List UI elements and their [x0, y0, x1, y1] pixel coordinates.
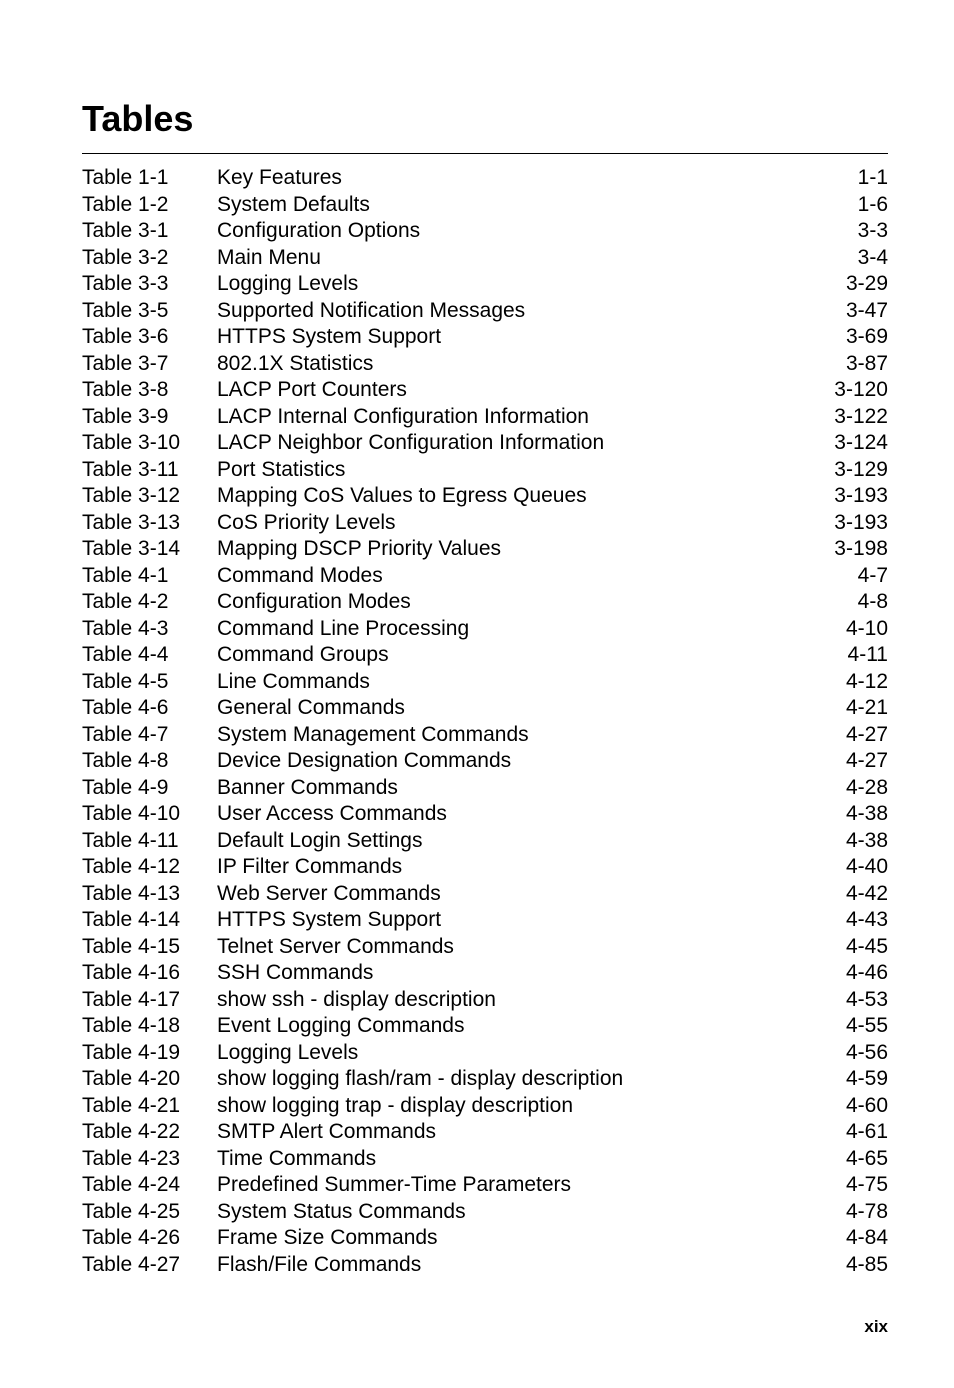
- table-number: Table 3-2: [82, 245, 169, 269]
- list-item[interactable]: [82, 457, 888, 484]
- table-title: System Management Commands: [217, 722, 529, 746]
- table-number: Table 3-10: [82, 431, 181, 454]
- list-of-tables: [82, 165, 888, 1278]
- list-item[interactable]: [82, 510, 888, 537]
- table-title: show logging trap - display description: [217, 1093, 574, 1117]
- table-number: Table 3-8: [82, 378, 169, 401]
- page-reference: 3-4: [857, 245, 888, 269]
- page-reference: 4-12: [845, 669, 888, 693]
- table-title: IP Filter Commands: [217, 855, 403, 878]
- list-item[interactable]: [82, 1093, 888, 1120]
- table-title: Command Groups: [217, 643, 389, 666]
- table-number: Table 4-24: [82, 1173, 181, 1196]
- table-title: Banner Commands: [217, 775, 398, 799]
- page-reference: 4-42: [845, 881, 888, 905]
- page-reference: 3-193: [834, 510, 888, 534]
- page-reference: 4-84: [845, 1226, 888, 1249]
- list-item[interactable]: [82, 192, 888, 219]
- list-item[interactable]: [82, 1225, 888, 1252]
- table-title: show ssh - display description: [217, 987, 496, 1011]
- table-number: Table 3-12: [82, 484, 181, 507]
- page-reference: 4-43: [845, 908, 888, 931]
- table-title: Mapping CoS Values to Egress Queues: [217, 484, 587, 507]
- table-number: Table 4-27: [82, 1252, 181, 1276]
- table-title: Configuration Options: [217, 219, 421, 242]
- page-reference: 4-11: [847, 643, 888, 666]
- table-title: SSH Commands: [217, 961, 374, 984]
- list-item[interactable]: [82, 987, 888, 1014]
- table-title: Command Modes: [217, 563, 383, 587]
- page-reference: 4-56: [845, 1040, 888, 1064]
- list-item[interactable]: [82, 298, 888, 325]
- table-number: Table 4-20: [82, 1067, 181, 1090]
- page-reference: 4-40: [845, 855, 888, 878]
- page-reference: 4-8: [857, 590, 888, 613]
- table-title: Configuration Modes: [217, 590, 411, 613]
- list-item[interactable]: [82, 775, 888, 802]
- title-divider: [82, 153, 888, 154]
- list-item[interactable]: [82, 669, 888, 696]
- list-item[interactable]: [82, 695, 888, 722]
- page-reference: 4-55: [845, 1014, 888, 1037]
- page-reference: 4-61: [845, 1120, 888, 1143]
- table-title: Logging Levels: [217, 1040, 359, 1064]
- table-title: Device Designation Commands: [217, 749, 512, 772]
- table-number: Table 4-22: [82, 1120, 181, 1143]
- table-title: Mapping DSCP Priority Values: [217, 537, 502, 560]
- table-title: show logging flash/ram - display description: [217, 1067, 624, 1090]
- page-reference: 3-87: [845, 351, 888, 375]
- table-number: Table 3-9: [82, 404, 169, 428]
- table-title: Event Logging Commands: [217, 1014, 465, 1037]
- page-reference: 3-193: [834, 484, 888, 507]
- table-number: Table 4-12: [82, 855, 181, 878]
- table-number: Table 4-16: [82, 961, 181, 984]
- list-item[interactable]: [82, 324, 888, 351]
- list-item[interactable]: [82, 536, 888, 563]
- table-number: Table 4-13: [82, 881, 181, 905]
- table-title: Main Menu: [217, 245, 321, 269]
- table-title: Telnet Server Commands: [217, 934, 454, 958]
- page-reference: 4-59: [845, 1067, 888, 1090]
- page-reference: 4-38: [845, 802, 888, 825]
- table-title: General Commands: [217, 696, 405, 719]
- page-reference: 3-129: [834, 457, 888, 481]
- page-reference: 4-27: [845, 749, 888, 772]
- page-reference: 3-3: [857, 219, 888, 242]
- list-item[interactable]: [82, 1066, 888, 1093]
- table-title: LACP Port Counters: [217, 378, 407, 401]
- page-reference: 3-29: [845, 272, 888, 295]
- list-item[interactable]: [82, 1199, 888, 1226]
- table-number: Table 3-14: [82, 537, 181, 560]
- page-reference: 4-45: [845, 934, 888, 958]
- table-number: Table 1-1: [82, 166, 169, 189]
- list-item[interactable]: [82, 748, 888, 775]
- table-title: LACP Neighbor Configuration Information: [217, 431, 605, 454]
- table-title: LACP Internal Configuration Information: [217, 404, 589, 428]
- table-title: SMTP Alert Commands: [217, 1120, 437, 1143]
- page-reference: 4-21: [845, 696, 888, 719]
- table-number: Table 4-1: [82, 563, 169, 587]
- list-item[interactable]: [82, 801, 888, 828]
- list-item[interactable]: [82, 271, 888, 298]
- table-number: Table 4-15: [82, 934, 181, 958]
- list-item[interactable]: [82, 351, 888, 378]
- table-number: Table 4-7: [82, 722, 169, 746]
- list-item[interactable]: [82, 165, 888, 192]
- table-title: Logging Levels: [217, 272, 359, 295]
- list-item[interactable]: [82, 616, 888, 643]
- table-number: Table 4-26: [82, 1226, 181, 1249]
- table-title: Web Server Commands: [217, 881, 441, 905]
- table-title: Predefined Summer-Time Parameters: [217, 1173, 572, 1196]
- page-reference: 1-6: [857, 192, 888, 216]
- list-item[interactable]: [82, 430, 888, 457]
- page-reference: 4-65: [845, 1146, 888, 1170]
- table-title: Port Statistics: [217, 457, 346, 481]
- list-item[interactable]: [82, 1040, 888, 1067]
- table-number: Table 4-3: [82, 616, 169, 640]
- table-number: Table 4-8: [82, 749, 169, 772]
- list-item[interactable]: [82, 1252, 888, 1279]
- list-item[interactable]: [82, 377, 888, 404]
- table-number: Table 4-25: [82, 1199, 181, 1223]
- table-number: Table 4-19: [82, 1040, 181, 1064]
- table-title: Frame Size Commands: [217, 1226, 438, 1249]
- page-title: Tables: [82, 98, 194, 139]
- page-reference: 4-46: [845, 961, 888, 984]
- page-reference: 4-85: [845, 1252, 888, 1276]
- list-item[interactable]: [82, 881, 888, 908]
- list-item[interactable]: [82, 1119, 888, 1146]
- table-number: Table 4-18: [82, 1014, 181, 1037]
- list-item[interactable]: [82, 854, 888, 881]
- table-number: Table 4-5: [82, 669, 169, 693]
- table-number: Table 3-5: [82, 298, 169, 322]
- list-item[interactable]: [82, 1013, 888, 1040]
- page-reference: 4-38: [845, 828, 888, 852]
- table-number: Table 3-6: [82, 325, 169, 348]
- table-title: HTTPS System Support: [217, 908, 442, 931]
- table-title: Line Commands: [217, 669, 370, 693]
- list-item[interactable]: [82, 722, 888, 749]
- list-item[interactable]: [82, 828, 888, 855]
- page-reference: 3-124: [834, 431, 888, 454]
- page-reference: 1-1: [857, 166, 888, 189]
- table-number: Table 4-2: [82, 590, 169, 613]
- page-reference: 3-120: [834, 378, 888, 401]
- page-reference: 4-78: [845, 1199, 888, 1223]
- page-reference: 4-27: [845, 722, 888, 746]
- table-number: Table 4-10: [82, 802, 181, 825]
- page-reference: 3-69: [845, 325, 888, 348]
- table-number: Table 4-17: [82, 987, 181, 1011]
- table-number: Table 3-13: [82, 510, 181, 534]
- page-reference: 4-53: [845, 987, 888, 1011]
- table-number: Table 4-23: [82, 1146, 181, 1170]
- table-title: Flash/File Commands: [217, 1252, 422, 1276]
- table-title: Default Login Settings: [217, 828, 423, 852]
- page-number: xix: [864, 1317, 888, 1336]
- table-number: Table 1-2: [82, 192, 169, 216]
- page-reference: 4-7: [857, 563, 888, 587]
- table-title: CoS Priority Levels: [217, 510, 396, 534]
- table-title: 802.1X Statistics: [217, 351, 374, 375]
- table-number: Table 4-14: [82, 908, 181, 931]
- list-item[interactable]: [82, 404, 888, 431]
- page-reference: 4-10: [845, 616, 888, 640]
- table-number: Table 3-1: [82, 219, 169, 242]
- table-number: Table 3-7: [82, 351, 169, 375]
- page-reference: 4-75: [845, 1173, 888, 1196]
- list-item[interactable]: [82, 1146, 888, 1173]
- table-title: Supported Notification Messages: [217, 298, 526, 322]
- table-title: Time Commands: [217, 1146, 377, 1170]
- page-reference: 3-122: [834, 404, 888, 428]
- list-item[interactable]: [82, 934, 888, 961]
- table-title: User Access Commands: [217, 802, 447, 825]
- list-item[interactable]: [82, 218, 888, 245]
- table-title: System Status Commands: [217, 1199, 466, 1223]
- table-title: Key Features: [217, 166, 342, 189]
- table-number: Table 4-6: [82, 696, 169, 719]
- list-item[interactable]: [82, 589, 888, 616]
- table-number: Table 3-11: [82, 457, 179, 481]
- table-number: Table 4-4: [82, 643, 169, 666]
- list-item[interactable]: [82, 1172, 888, 1199]
- page-reference: 4-28: [845, 775, 888, 799]
- table-number: Table 4-21: [82, 1093, 181, 1117]
- table-number: Table 3-3: [82, 272, 169, 295]
- table-number: Table 4-9: [82, 775, 169, 799]
- list-item[interactable]: [82, 483, 888, 510]
- page-reference: 3-47: [845, 298, 888, 322]
- list-item[interactable]: [82, 642, 888, 669]
- table-title: Command Line Processing: [217, 616, 470, 640]
- page-reference: 3-198: [834, 537, 888, 560]
- list-item[interactable]: [82, 245, 888, 272]
- table-title: HTTPS System Support: [217, 325, 442, 348]
- list-item[interactable]: [82, 563, 888, 590]
- list-item[interactable]: [82, 960, 888, 987]
- list-item[interactable]: [82, 907, 888, 934]
- table-number: Table 4-11: [82, 828, 179, 852]
- table-title: System Defaults: [217, 192, 370, 216]
- page-reference: 4-60: [845, 1093, 888, 1117]
